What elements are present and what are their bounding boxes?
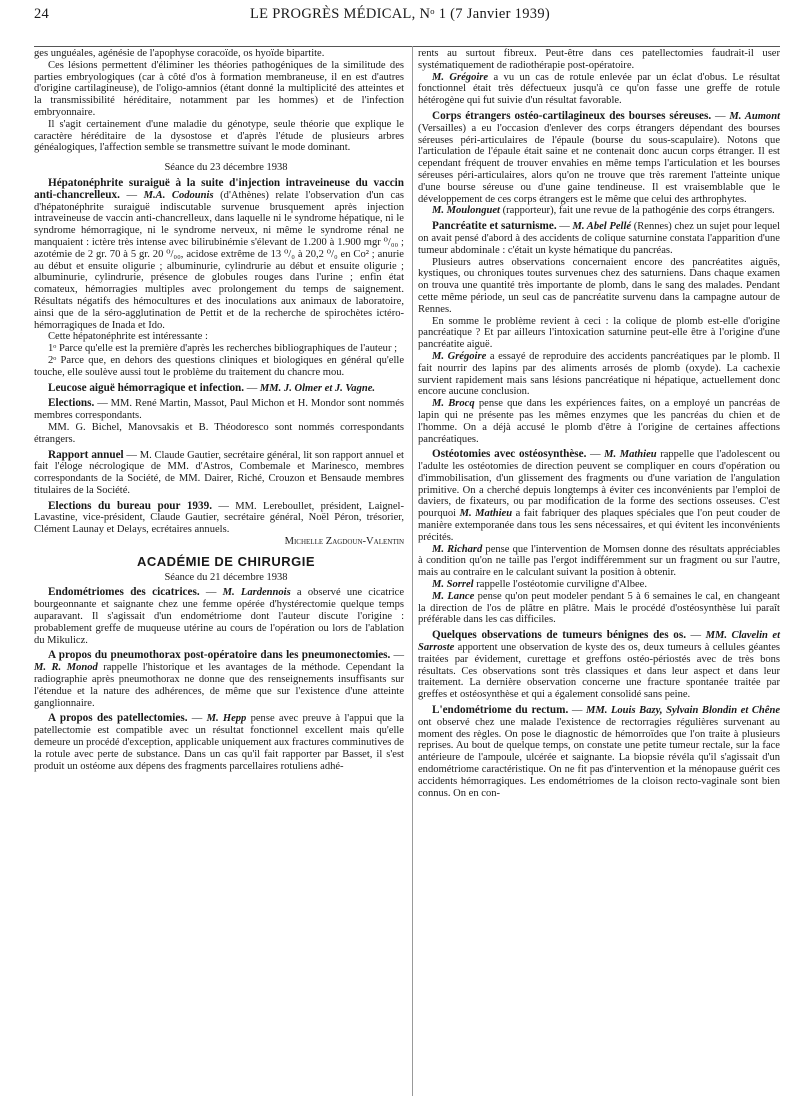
paragraph: 2ᵒ Parce que, en dehors des questions cliniques et biologiques en général qu'elle touche, elle soulève aussi tout le problème du traitement du chancre mou. (34, 354, 404, 378)
dash: — (119, 189, 144, 201)
article-heading: Elections du bureau pour 1939. (48, 499, 212, 512)
session-date: Séance du 23 décembre 1938 (164, 162, 288, 174)
paragraph: Plusieurs autres observations concernaient encore des pancréatites aiguës, kystiques, ou chroniques toutes survenues chez des saturniens. Dans chaque examen on trouva une quantité très importante de plomb, dans le sang des malades. Pendant cette même période, un seul cas de pancréatite survenu dans la campagne autour de Rennes. (418, 256, 780, 315)
article-heading: Hépatonéphrite suraiguë à la suite d'injection intraveineuse du vaccin anti-chancrelleux. (34, 176, 404, 201)
dash: — (187, 713, 207, 725)
article-osteotomies (418, 449, 780, 543)
page-number: 24 (34, 6, 50, 22)
article-body: — M. Claude Gautier, secrétaire général, lit son rapport annuel et fait l'éloge nécrologique de MM. d'Astros, Combemale et Marinesco, membres correspondants de la Société, de MM. Dairer, Riché, Crouzon et Bensaude membres titulaires de la Société. (34, 449, 404, 496)
article-heading: Ostéotomies avec ostéosynthèse. (432, 448, 587, 461)
dash: — (711, 110, 730, 122)
dash: — (586, 449, 605, 461)
article-body: a observé une cicatrice bourgeonnante et saignante chez une femme opérée d'hystérectomie quelque temps auparavant. Il s'agissait d'un endométriome dont l'auteur discute l'origine : probablement greffe de muqueuse utérine au cours de l'opération ou lors de l'ablation du Mikulicz. (34, 587, 405, 646)
article-author: M. Grégoire (432, 350, 487, 362)
article-author: M. R. Monod (34, 662, 98, 674)
article-corps-etrangers (418, 111, 780, 205)
paragraph: En somme le problème revient à ceci : la colique de plomb est-elle d'origine pancréatique ? Et par ailleurs l'intoxication saturnine peut-elle être à l'origine d'une pancréatite aiguë. (418, 315, 780, 351)
article-body: rappelle que l'adolescent ou l'adulte les ostéotomies de direction peuvent se compliquer en cours d'opération ou d'immobilisation, d'un glissement des fragments ou d'une variation de l'angulation primitive. On a cherché depuis longtemps à éviter ces inconvénients par l'emploi de daviers, de fixateurs, ou par modification de la forme des sections osseuses. C'est pourquoi (418, 449, 780, 520)
article-author: M. Mathieu (604, 449, 657, 461)
header-rule (34, 46, 780, 47)
article-heading: Pancréatite et saturnisme. (432, 220, 557, 233)
paragraph: 1ᵒ Parce qu'elle est la première d'après les recherches bibliographiques de l'auteur ; (48, 343, 398, 355)
article-author: M. Grégoire (432, 71, 489, 83)
article-body: pense qu'on peut modeler pendant 5 à 6 semaines le cal, en changeant la direction de l'os de plâtre en plâtre. Mais le procédé d'ostéosynthèse lui paraît préférable dans les cas difficiles. (418, 590, 780, 626)
article-heading: Rapport annuel (48, 448, 124, 461)
article-hepatonephrite (34, 178, 404, 331)
article-leucose (34, 383, 404, 395)
paragraph: ges unguéales, agénésie de l'apophyse coracoïde, os hyoïde bipartite. (34, 48, 325, 59)
paragraph (418, 72, 780, 107)
paragraph: Cette hépatonéphrite est intéressante : (48, 331, 208, 343)
article-heading: Quelques observations de tumeurs bénignes des os. (432, 629, 687, 642)
article-author: M. Moulonguet (432, 205, 500, 217)
article-heading: L'endométriome du rectum. (432, 704, 569, 717)
article-body: (d'Athènes) relate l'observation d'un cas d'hépatonéphrite suraiguë indiscutable survenue brusquement après injection intraveineuse de vaccin anti-chancrelleux, dans laquelle ni le syndrome hépatique, ni le syndrome hémorragique, ni le syndrome nerveux, ni même le syndrome rénal ne manquaient : ictère très intense avec bilirubinémie s'élevant de 1.200 à 1.900 mgr ⁰/₀₀ ; azotémie de 2 gr. 70 à 5 gr. 20 ⁰/₀₀, acidose extrême de 13 ⁰/₀ à 20,2 ⁰/₀ en Co² ; anurie au début et ensuite oligurie ; albuminurie, cylindrurie au début et ensuite oligurie ; albuminurie, cylindrurie, présence de globules rouges dans l'urine ; enfin état comateux, hémorragies multiples avec prolongement du temps de saignement. Résultats négatifs des hémocultures et des inoculations aux animaux de laboratoire, ainsi que de la séro-agglutination de Pettit et de la recherche de spirochètes ictéro-hémorragiques de Inada et Ido. (34, 189, 404, 331)
article-tumeurs (418, 630, 780, 701)
running-header (20, 6, 780, 26)
article-elections (34, 398, 404, 422)
article-heading: A propos des patellectomies. (48, 712, 188, 725)
session-date: Séance du 21 décembre 1938 (164, 571, 288, 583)
signature: Michelle Zagdoun-Valentin (284, 536, 404, 548)
article-heading: Corps étrangers ostéo-cartilagineux des bourses séreuses. (432, 109, 712, 122)
article-author: M. Richard (432, 543, 483, 555)
paragraph (418, 544, 780, 579)
article-author: M. Hepp (206, 713, 247, 725)
article-body: pense que dans les expériences faites, on a employé un pancréas de lapin qui ne présente pas les mêmes enzymes que les pancréas du chien et de l'homme. On a déjà accusé le plomb d'être à l'origine de certaines affections pancréatiques. (418, 398, 780, 445)
article-heading: Elections. (48, 397, 95, 410)
article-body: ont observé chez une malade l'existence de rectorragies régulières survenant au moment des règles. On pose le diagnostic de hémorroïdes que l'on traite à plusieurs reprises. Au bout de quelque temps, on constate une petite tumeur rectale, sur la face antérieure de l'ampoule, ulcérée et saignante. La biopsie révéla qu'il s'agissait d'un endométriome caractéristique. On ne fit pas d'intervention et la ménopause guérit ces accidents hémorragiques. Les endométriomes de la cloison recto-vaginale sont bien connus. On en con- (418, 716, 780, 799)
column-divider (412, 46, 413, 1096)
article-author: M. Aumont (729, 110, 780, 122)
article-author: M. Lance (432, 590, 475, 602)
dash: — (244, 382, 260, 394)
article-body: rappelle l'ostéotomie curviligne d'Albee. (473, 579, 647, 591)
article-heading: Leucose aiguë hémorragique et infection. (48, 381, 245, 394)
article-body: pense que l'intervention de Momsen donne des résultats appréciables à condition qu'on ne taille pas l'ergot indifféremment sur un fragment ou sur l'autre, mais au contraire en le calculant suivant la position à obtenir. (418, 543, 780, 579)
article-body: (Rennes) chez un sujet pour lequel on avait pensé d'abord à des accidents de colique saturnine constata l'apparition d'une tumeur abdominale : c'était un kyste hématique du pancréas. (418, 221, 781, 256)
article-author: MM. Louis Bazy, Sylvain Blondin et Chêne (585, 705, 781, 717)
section-title: ACADÉMIE DE CHIRURGIE (136, 553, 316, 569)
article-bureau (34, 501, 404, 536)
article-body: rappelle l'historique et les avantages de la méthode. Cependant la radiographie après pneumothorax ne donne que des renseignements insuffisants sur l'étendue et la nature des adhérences, de même que sur l'existence d'une atteinte ganglionnaire. (34, 662, 405, 709)
paragraph (418, 205, 780, 217)
article-author: MM. Clavelin et Sarroste (418, 630, 780, 654)
article-body: a vu un cas de rotule enlevée par un éclat d'obus. Le résultat fonctionnel était très défectueux jusqu'à ce qu'on fasse une greffe de rotule hétérogène qui fut suivie d'un résultat favorable. (418, 71, 780, 107)
paragraph: rents au surtout fibreux. Peut-être dans ces patellectomies faudrait-il user systématiquement de radiothérapie post-opératoire. (418, 48, 780, 71)
dash: — (568, 705, 586, 717)
paragraph: MM. G. Bichel, Manovsakis et B. Théodoresco sont nommés correspondants étrangers. (34, 421, 404, 445)
article-body: (Versailles) a eu l'occasion d'enlever des corps étrangers dépendant des bourses séreuses péri-articulaires de l'épaule (bourse du sous-scapulaire). Notons que l'articulation de l'épaule était saine et ne contenait donc aucun corps étranger. Il est cependant fréquent de trouver envahies en même temps l'articulation et les bourses séreuses péri-articulaires, alors qu'on ne trouve que très rarement l'atteinte unique d'une bourse séreuse ou d'une gaine tendineuse. Il est vraisemblable que le développement de ces corps étrangers est le même que celui des arthrophytes. (418, 122, 780, 205)
article-body: (rapporteur), fait une revue de la pathogénie des corps étrangers. (500, 205, 775, 217)
article-body: a fait fabriquer des plaques spéciales que l'on peut couder de manière extemporanée dans tous les sens nécessaires, et qui évitent les inconvénients précités. (418, 508, 780, 543)
article-author: M. Mathieu (459, 508, 513, 520)
journal-title: LE PROGRÈS MÉDICAL, Nᵒ 1 (7 Janvier 1939) (249, 6, 550, 22)
paragraph (418, 398, 780, 445)
article-heading: A propos du pneumothorax post-opératoire dans les pneumonectomies. (48, 649, 391, 662)
article-pancreatite (418, 221, 780, 256)
article-pneumothorax (34, 650, 404, 709)
article-body: a essayé de reproduire des accidents pancréatiques par le plomb. Il fait nourrir des lapins par des aliments arrosés de plomb (oxyde). La cachexie survient rapidement mais sans lésions pancréatique ni hépatique, actuellement donc encore aucune conclusion. (418, 350, 780, 398)
article-endometriome-rectum (418, 705, 780, 799)
article-body: — MM. René Martin, Massot, Paul Michon et H. Mondor sont nommés membres correspondants. (34, 398, 404, 422)
article-body: — MM. Lereboullet, président, Laignel-Lavastine, vice-président, Claude Gautier, secrétaire général, Noël Péron, trésorier, Clément Launay et Delays, ecrétaires annuels. (34, 500, 405, 536)
paragraph (418, 591, 780, 626)
article-author: M. Lardennois (222, 587, 291, 599)
article-rapport (34, 450, 404, 497)
dash: — (390, 650, 405, 662)
article-author: M. Sorrel (432, 579, 474, 591)
paragraph: Il s'agit certainement d'une maladie du génotype, seule théorie que explique le caractère héréditaire de la dysostose et d'après l'étude de plusieurs arbres généalogiques, l'affection semble se transmettre suivant le mode dominant. (34, 118, 404, 154)
paragraph (418, 351, 780, 398)
dash: — (686, 630, 706, 642)
article-body: pense avec preuve à l'appui que la patellectomie est compatible avec un résultat fonctionnel excellent mais qu'elle demeure un procédé d'exception, applicable uniquement aux fractures comminutives de la rotule avec perte de substance. Dans un cas qu'il fait rapporter par Basset, il s'est produit un ostéome aux dépens des fragments parcellaires rotuliens adhé- (34, 713, 404, 772)
article-patellectomies (34, 713, 404, 772)
right-column (418, 48, 780, 799)
dash: — (199, 587, 223, 599)
left-column (34, 48, 404, 772)
article-heading: Endométriomes des cicatrices. (48, 586, 200, 599)
paragraph (418, 579, 780, 591)
article-author: M. Abel Pellé (572, 221, 632, 233)
article-author: MM. J. Olmer et J. Vagne. (259, 382, 376, 394)
article-author: M. Brocq (432, 398, 475, 410)
article-endometriomes (34, 587, 404, 646)
article-body: apportent une observation de kyste des os, deux tumeurs à cellules géantes traitées par évidement, curettage et greffons ostéo-périostés avec de très bons résultats. Ces observations sont très classiques et dans leur aspect et dans leur traitement. La dernière observation concerne une fracture spontanée traitée par greffes et ostéosynthèse et qui a également consolidé sans peine. (418, 642, 780, 701)
article-author: M.A. Codounis (143, 189, 214, 201)
paragraph: Ces lésions permettent d'éliminer les théories pathogéniques de la similitude des parties embryologiques (car à côté d'os à formation membraneuse, il en est d'autres d'origine cartilagineuse), de l'oligo-amnios (étant donné la multiplicité des atteintes et la transmissibilité héréditaire, notamment par les hommes) et de l'infection embryonnaire. (34, 59, 404, 118)
dash: — (556, 221, 573, 233)
